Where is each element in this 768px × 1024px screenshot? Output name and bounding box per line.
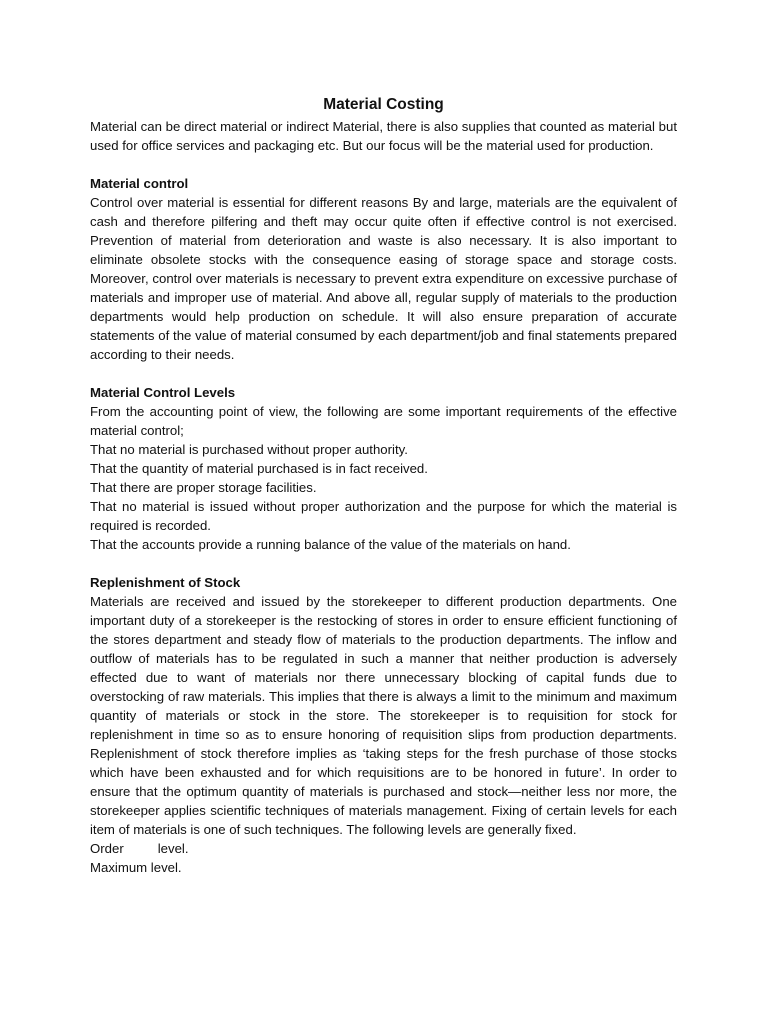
- spacer: [90, 554, 677, 573]
- requirement-item: That the quantity of material purchased is in fact received.: [90, 461, 428, 476]
- order-level-line: [90, 839, 677, 858]
- spacer: [90, 364, 677, 383]
- requirement-item: That no material is purchased without proper authority.: [90, 442, 408, 457]
- replenishment-paragraph: Materials are received and issued by the storekeeper to different production departments. One important duty of a storekeeper is the restocking of stores in order to ensure efficient functioning of the stores department and steady flow of materials to the production departments. The inflow and outflow of materials has to be regulated in such a manner that neither production is adversely effected due to want of materials nor there unnecessary blocking of capital funds due to overstocking of raw materials. This implies that there is always a limit to the minimum and maximum quantity of materials or stock in the store. The storekeeper is to requisition for stock for replenishment in time so as to ensure honoring of requisition slips from production departments. Replenishment of stock therefore implies as ‘taking steps for the fresh purchase of those stocks which have been exhausted and for which requisitions are to be honored in future’. In order to ensure that the optimum quantity of materials is purchased and stock—neither less nor more, the storekeeper applies scientific techniques of materials management. Fixing of certain levels for each item of materials is one of such techniques. The following levels are generally fixed.: [90, 594, 677, 837]
- requirement-item: That no material is issued without proper authorization and the purpose for which the material is required is recorded.: [90, 499, 677, 533]
- material-control-heading: Material control: [90, 176, 189, 191]
- order-word: Order: [90, 841, 124, 856]
- page-title: Material Costing: [323, 96, 444, 113]
- intro-paragraph: Material can be direct material or indirect Material, there is also supplies that counted as material but used for office services and packaging etc. But our focus will be the material used for production.: [90, 119, 677, 153]
- control-levels-heading: Material Control Levels: [90, 385, 236, 400]
- document-page: [90, 94, 677, 877]
- requirement-item: That there are proper storage facilities.: [90, 480, 317, 495]
- control-levels-intro: From the accounting point of view, the following are some important requirements of the effective material control;: [90, 404, 677, 438]
- level-word: level.: [157, 841, 189, 856]
- material-control-paragraph: Control over material is essential for different reasons By and large, materials are the equivalent of cash and therefore pilfering and theft may occur quite often if effective control is not exercised. Prevention of material from deterioration and waste is also necessary. It is also important to eliminate obsolete stocks with the consequence easing of storage space and storage costs. Moreover, control over materials is necessary to prevent extra expenditure on excessive purchase of materials and improper use of material. And above all, regular supply of materials to the production departments would help production on schedule. It will also ensure preparation of accurate statements of the value of material consumed by each department/job and final statements prepared according to their needs.: [90, 195, 677, 362]
- spacer: [90, 155, 677, 174]
- maximum-level-line: Maximum level.: [90, 860, 182, 875]
- replenishment-heading: Replenishment of Stock: [90, 575, 241, 590]
- requirement-item: That the accounts provide a running balance of the value of the materials on hand.: [90, 537, 571, 552]
